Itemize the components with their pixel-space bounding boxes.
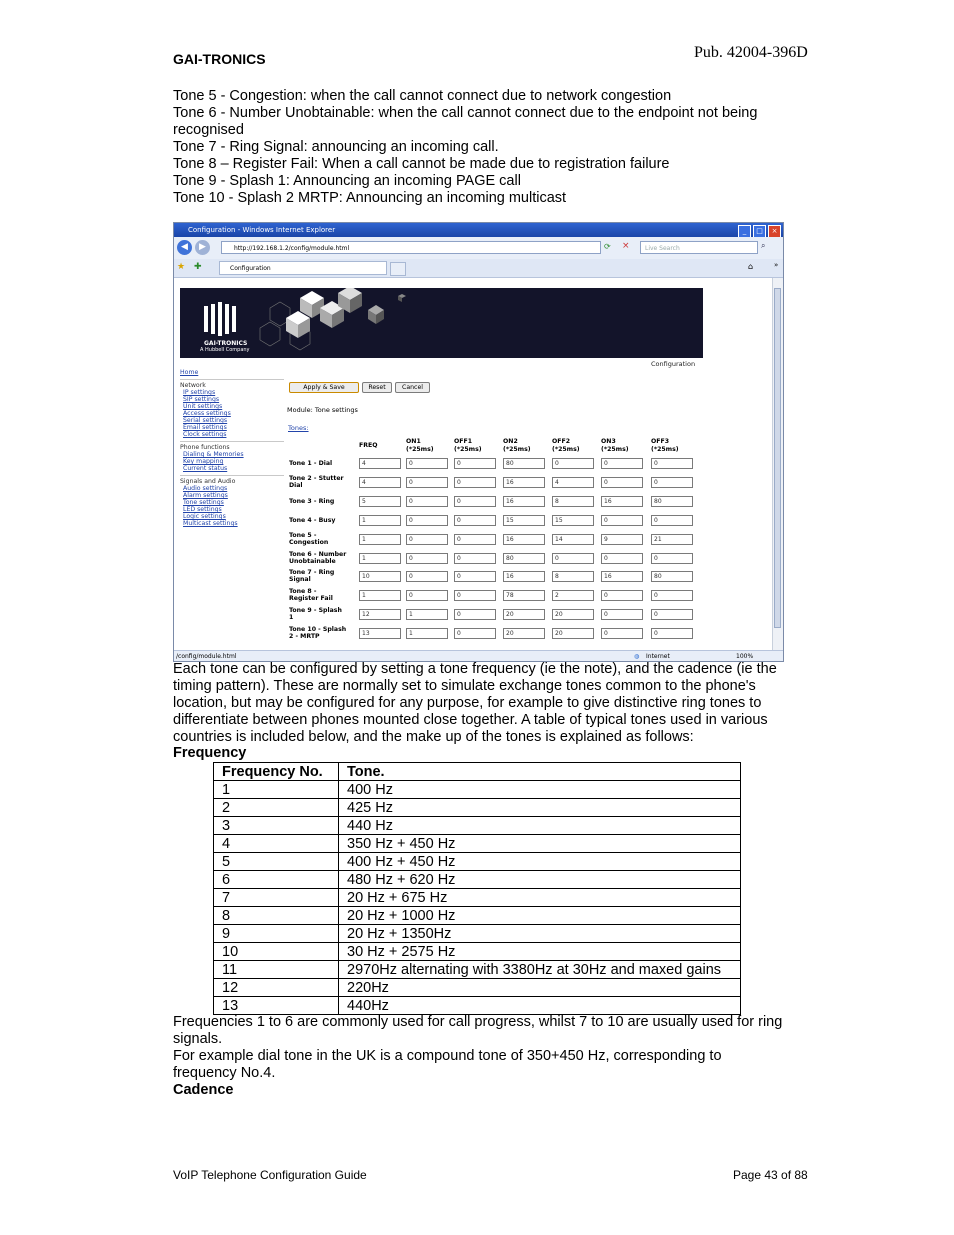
scrollbar-thumb[interactable] — [774, 288, 781, 628]
tone-description-line: Tone 10 - Splash 2 MRTP: Announcing an incoming multicast — [173, 190, 567, 206]
tone-value-input[interactable]: 0 — [454, 553, 496, 564]
maximize-icon[interactable]: □ — [753, 225, 766, 238]
tone-row-label — [289, 517, 357, 524]
cancel-button[interactable]: Cancel — [395, 382, 430, 393]
tone-value-input[interactable]: 78 — [503, 590, 545, 601]
tone-label-line: Register Fail — [289, 595, 333, 603]
frequency-number-cell: 8 — [214, 907, 339, 925]
tone-cell: 220Hz — [339, 979, 741, 997]
tone-value-input[interactable]: 0 — [454, 609, 496, 620]
tone-value-input[interactable]: 0 — [601, 590, 643, 601]
tone-value-input[interactable]: 16 — [601, 571, 643, 582]
cadence-heading: Cadence — [173, 1082, 234, 1098]
table-row — [214, 997, 741, 1015]
tone-label-line: Tone 4 - Busy — [289, 516, 336, 524]
frequency-notes — [173, 1014, 783, 1099]
address-input[interactable]: http://192.168.1.2/config/module.html — [221, 241, 601, 254]
add-favorite-icon[interactable]: ✚ — [194, 262, 202, 272]
tone-value-input[interactable]: 0 — [651, 515, 693, 526]
tone-row-label — [289, 532, 357, 546]
nav-phone-heading: Phone functions — [180, 444, 230, 451]
tone-value-input[interactable]: 0 — [601, 609, 643, 620]
frequency-number-cell: 6 — [214, 871, 339, 889]
nav-network-heading: Network — [180, 382, 206, 389]
logo-subtitle: A Hubbell Company — [200, 347, 250, 353]
minimize-icon[interactable]: _ — [738, 225, 751, 238]
vertical-scrollbar[interactable] — [772, 278, 783, 650]
tone-label-line: Unobtainable — [289, 557, 336, 565]
tone-cell: 400 Hz + 450 Hz — [339, 853, 741, 871]
tone-cell: 350 Hz + 450 Hz — [339, 835, 741, 853]
tone-value-input[interactable]: 20 — [503, 609, 545, 620]
tone-value-input[interactable]: 80 — [503, 553, 545, 564]
tone-value-input[interactable]: 0 — [454, 458, 496, 469]
frequency-number-cell: 1 — [214, 781, 339, 799]
column-name: ON3 — [601, 438, 616, 445]
tone-value-input[interactable]: 80 — [503, 458, 545, 469]
nav-key-mapping[interactable]: Key mapping — [183, 458, 224, 465]
tone-value-input[interactable]: 20 — [552, 609, 594, 620]
tone-cell: 30 Hz + 2575 Hz — [339, 943, 741, 961]
tone-row-label — [289, 588, 357, 602]
nav-ip-settings[interactable]: IP settings — [183, 389, 216, 396]
browser-title: Configuration - Windows Internet Explorer — [188, 226, 336, 234]
column-unit: (*25ms) — [651, 446, 679, 453]
tab-configuration[interactable]: Configuration — [219, 261, 387, 275]
tone-value-input[interactable]: 9 — [601, 534, 643, 545]
tone-description-line: Tone 8 – Register Fail: When a call cannot be made due to registration failure — [173, 156, 670, 172]
tone-value-input[interactable]: 8 — [552, 571, 594, 582]
tone-column-header — [406, 438, 434, 454]
frequency-note: Frequencies 1 to 6 are commonly used for call progress, whilst 7 to 10 are usually used for ring signals. — [173, 1014, 783, 1047]
chevron-more-icon[interactable]: » — [774, 261, 779, 269]
tone-label-line: Tone 2 - Stutter — [289, 474, 344, 482]
tone-value-input[interactable]: 0 — [406, 515, 448, 526]
frequency-number-cell: 11 — [214, 961, 339, 979]
frequency-number-cell: 12 — [214, 979, 339, 997]
table-row — [214, 907, 741, 925]
browser-titlebar — [174, 223, 783, 237]
table-row — [214, 799, 741, 817]
tone-label-line: Tone 1 - Dial — [289, 460, 333, 467]
new-tab-button[interactable] — [390, 262, 406, 276]
tone-label-line: Tone 5 - — [289, 531, 317, 539]
tone-label-line: Tone 6 - Number — [289, 550, 347, 558]
nav-led-settings[interactable]: LED settings — [183, 506, 222, 513]
tone-row-label — [289, 551, 357, 565]
forward-icon[interactable]: ▶ — [195, 240, 210, 255]
tone-value-input[interactable]: 0 — [406, 496, 448, 507]
cube-graphic-icon — [250, 288, 430, 358]
stop-icon[interactable]: × — [622, 241, 630, 251]
nav-multicast-settings[interactable]: Multicast settings — [183, 520, 238, 527]
tone-cell: 480 Hz + 620 Hz — [339, 871, 741, 889]
column-unit: (*25ms) — [552, 446, 580, 453]
tone-value-input[interactable]: 4 — [552, 477, 594, 488]
tone-cell: 440Hz — [339, 997, 741, 1015]
tone-value-input[interactable]: 20 — [552, 628, 594, 639]
frequency-number-cell: 3 — [214, 817, 339, 835]
back-icon[interactable]: ◀ — [177, 240, 192, 255]
tone-description-line: Tone 7 - Ring Signal: announcing an incoming call. — [173, 139, 499, 155]
tone-value-input[interactable]: 16 — [503, 571, 545, 582]
tone-value-input[interactable]: 16 — [503, 534, 545, 545]
tone-description-line: Tone 5 - Congestion: when the call cannot connect due to network congestion — [173, 88, 672, 104]
frequency-number-cell: 4 — [214, 835, 339, 853]
company-name: GAI-TRONICS — [173, 51, 266, 67]
frequency-number-cell: 9 — [214, 925, 339, 943]
tone-column-header — [601, 438, 629, 454]
tone-value-input[interactable]: 1 — [359, 590, 401, 601]
frequency-heading: Frequency — [173, 745, 247, 761]
tone-config-paragraph: Each tone can be configured by setting a tone frequency (ie the note), and the cadence (ie the timing pattern). These are normally set to simulate exchange tones common to the phone's location, but may be configured for any purpose, for example to give distinctive ring tones to differentiate between phones mounted close together. A table of typical tones used in various countries is included below, and the make up of the tones is explained as follows: — [173, 661, 777, 745]
favorites-star-icon[interactable]: ★ — [177, 262, 186, 272]
tone-value-input[interactable]: 0 — [406, 534, 448, 545]
gai-tronics-logo-icon — [198, 296, 243, 341]
globe-icon: ◍ — [634, 653, 640, 660]
column-name: OFF3 — [651, 438, 670, 445]
column-name: ON2 — [503, 438, 518, 445]
tone-column-header — [552, 438, 580, 454]
frequency-number-cell: 5 — [214, 853, 339, 871]
webpage-content — [174, 278, 772, 650]
tone-value-input[interactable]: 0 — [454, 590, 496, 601]
tone-value-input[interactable]: 0 — [406, 590, 448, 601]
tone-value-input[interactable]: 0 — [552, 458, 594, 469]
section-label: Configuration — [651, 360, 696, 368]
tone-label-line: Congestion — [289, 538, 329, 546]
table-row — [214, 853, 741, 871]
table-row — [214, 871, 741, 889]
search-input[interactable]: Live Search — [640, 241, 758, 254]
frequency-number-cell: 13 — [214, 997, 339, 1015]
tone-description-line: Tone 6 - Number Unobtainable: when the call cannot connect due to the endpoint not being — [173, 105, 758, 121]
table-row — [214, 925, 741, 943]
table-row — [214, 817, 741, 835]
tone-row-label — [289, 498, 357, 505]
zoom-level[interactable]: 100% — [736, 653, 754, 660]
tone-value-input[interactable]: 0 — [406, 458, 448, 469]
tone-value-input[interactable]: 0 — [454, 515, 496, 526]
column-name: OFF1 — [454, 438, 473, 445]
nav-serial-settings[interactable]: Serial settings — [183, 417, 228, 424]
column-header: Tone. — [339, 763, 741, 781]
status-zone: Internet — [646, 653, 670, 660]
nav-sip-settings[interactable]: SIP settings — [183, 396, 220, 403]
table-row — [214, 835, 741, 853]
tone-value-input[interactable]: 0 — [651, 477, 693, 488]
frequency-number-cell: 2 — [214, 799, 339, 817]
nav-home-link[interactable]: Home — [180, 369, 199, 376]
tone-value-input[interactable]: 0 — [552, 553, 594, 564]
nav-alarm-settings[interactable]: Alarm settings — [183, 492, 228, 499]
nav-email-settings[interactable]: Email settings — [183, 424, 227, 431]
frequency-number-cell: 7 — [214, 889, 339, 907]
reset-button[interactable]: Reset — [362, 382, 392, 393]
tone-cell: 20 Hz + 1350Hz — [339, 925, 741, 943]
tone-value-input[interactable]: 80 — [651, 571, 693, 582]
tone-value-input[interactable]: 1 — [406, 628, 448, 639]
tone-row-label — [289, 607, 357, 621]
nav-dialing-memories[interactable]: Dialing & Memories — [183, 451, 244, 458]
tone-column-header — [651, 438, 679, 454]
tone-value-input[interactable]: 16 — [601, 496, 643, 507]
tone-label-line: Tone 10 - Splash — [289, 626, 347, 634]
tone-value-input[interactable]: 1 — [406, 609, 448, 620]
nav-tone-settings[interactable]: Tone settings — [183, 499, 224, 506]
tone-cell: 440 Hz — [339, 817, 741, 835]
tone-label-line: Tone 7 - Ring — [289, 569, 335, 577]
column-unit: (*25ms) — [601, 446, 629, 453]
tone-value-input[interactable]: 10 — [359, 571, 401, 582]
tone-cell: 2970Hz alternating with 3380Hz at 30Hz and maxed gains — [339, 961, 741, 979]
tone-value-input[interactable]: 0 — [651, 458, 693, 469]
tone-description-line: Tone 9 - Splash 1: Announcing an incoming PAGE call — [173, 173, 521, 189]
tone-value-input[interactable]: 0 — [651, 590, 693, 601]
publication-number: Pub. 42004-396D — [694, 44, 808, 61]
tone-label-line: Signal — [289, 576, 311, 584]
tone-row-label — [289, 626, 357, 640]
tone-value-input[interactable]: 0 — [601, 515, 643, 526]
refresh-icon[interactable]: ⟳ — [604, 242, 611, 251]
settings-navigation — [180, 369, 284, 527]
tone-value-input[interactable]: 13 — [359, 628, 401, 639]
tone-column-header — [503, 438, 531, 454]
tone-value-input[interactable]: 0 — [406, 553, 448, 564]
tones-link[interactable]: Tones: — [288, 424, 309, 432]
tone-row-label — [289, 475, 357, 489]
tone-row-label — [289, 569, 357, 583]
logo-name: GAI-TRONICS — [204, 340, 248, 347]
tone-value-input[interactable]: 0 — [454, 496, 496, 507]
table-row — [214, 889, 741, 907]
tone-value-input[interactable]: 15 — [503, 515, 545, 526]
nav-audio-settings[interactable]: Audio settings — [183, 485, 228, 492]
tone-value-input[interactable]: 1 — [359, 553, 401, 564]
table-header-row — [214, 763, 741, 781]
gai-tronics-banner — [180, 288, 703, 358]
table-row — [214, 979, 741, 997]
tone-cell: 400 Hz — [339, 781, 741, 799]
tone-label-line: 1 — [289, 614, 294, 622]
tone-value-input[interactable]: 20 — [503, 628, 545, 639]
tone-column-header — [359, 438, 377, 450]
frequency-note: For example dial tone in the UK is a compound tone of 350+450 Hz, corresponding to frequency No.4. — [173, 1048, 722, 1081]
column-unit: (*25ms) — [454, 446, 482, 453]
tab-bar — [174, 259, 783, 278]
tone-value-input[interactable]: 0 — [601, 553, 643, 564]
tone-cell: 20 Hz + 675 Hz — [339, 889, 741, 907]
nav-access-settings[interactable]: Access settings — [183, 410, 231, 417]
tone-row-label — [289, 460, 357, 467]
tone-cell: 20 Hz + 1000 Hz — [339, 907, 741, 925]
search-icon[interactable]: ⌕ — [761, 241, 766, 250]
module-title: Module: Tone settings — [287, 406, 358, 414]
tone-value-input[interactable]: 14 — [552, 534, 594, 545]
column-name: ON1 — [406, 438, 421, 445]
tone-value-input[interactable]: 1 — [359, 534, 401, 545]
tone-value-input[interactable]: 0 — [454, 571, 496, 582]
status-url: /config/module.html — [176, 653, 237, 660]
tone-value-input[interactable]: 80 — [651, 496, 693, 507]
table-row — [214, 943, 741, 961]
apply-save-button[interactable]: Apply & Save — [289, 382, 359, 393]
tone-label-line: Tone 3 - Ring — [289, 497, 335, 505]
tone-label-line: 2 - MRTP — [289, 633, 320, 641]
tone-description-line: recognised — [173, 122, 244, 138]
tone-value-input[interactable]: 12 — [359, 609, 401, 620]
tone-value-input[interactable]: 16 — [503, 496, 545, 507]
table-row — [214, 781, 741, 799]
tone-label-line: Tone 8 - — [289, 588, 317, 596]
tone-value-input[interactable]: 2 — [552, 590, 594, 601]
nav-current-status[interactable]: Current status — [183, 465, 228, 472]
nav-clock-settings[interactable]: Clock settings — [183, 431, 227, 438]
tone-label-line: Dial — [289, 481, 303, 489]
tone-value-input[interactable]: 0 — [454, 628, 496, 639]
column-unit: (*25ms) — [503, 446, 531, 453]
address-toolbar — [174, 237, 783, 260]
tone-label-line: Tone 9 - Splash — [289, 607, 342, 615]
tone-value-input[interactable]: 0 — [406, 571, 448, 582]
tone-value-input[interactable]: 4 — [359, 477, 401, 488]
tone-value-input[interactable]: 5 — [359, 496, 401, 507]
tone-value-input[interactable]: 8 — [552, 496, 594, 507]
tone-value-input[interactable]: 0 — [651, 628, 693, 639]
tone-value-input[interactable]: 0 — [454, 534, 496, 545]
tone-value-input[interactable]: 0 — [601, 458, 643, 469]
tone-value-input[interactable]: 0 — [651, 609, 693, 620]
footer-title: VoIP Telephone Configuration Guide — [173, 1168, 367, 1182]
column-name: FREQ — [359, 442, 378, 449]
column-name: OFF2 — [552, 438, 571, 445]
tone-value-input[interactable]: 1 — [359, 515, 401, 526]
tone-value-input[interactable]: 0 — [601, 628, 643, 639]
tone-descriptions — [173, 88, 793, 207]
frequency-number-cell: 10 — [214, 943, 339, 961]
tone-value-input[interactable]: 0 — [601, 477, 643, 488]
tone-value-input[interactable]: 4 — [359, 458, 401, 469]
tone-value-input[interactable]: 0 — [454, 477, 496, 488]
frequency-table — [213, 762, 741, 1015]
tone-column-header — [454, 438, 482, 454]
nav-unit-settings[interactable]: Unit settings — [183, 403, 223, 410]
close-icon[interactable]: × — [768, 225, 781, 238]
browser-screenshot — [173, 222, 784, 662]
home-icon[interactable]: ⌂ — [748, 262, 754, 271]
column-unit: (*25ms) — [406, 446, 434, 453]
tone-value-input[interactable]: 21 — [651, 534, 693, 545]
tone-cell: 425 Hz — [339, 799, 741, 817]
tone-value-input[interactable]: 0 — [406, 477, 448, 488]
column-header: Frequency No. — [214, 763, 339, 781]
table-row — [214, 961, 741, 979]
tone-value-input[interactable]: 0 — [651, 553, 693, 564]
tone-value-input[interactable]: 16 — [503, 477, 545, 488]
nav-signals-heading: Signals and Audio — [180, 478, 236, 485]
tone-value-input[interactable]: 15 — [552, 515, 594, 526]
page-number: Page 43 of 88 — [733, 1168, 808, 1182]
nav-logic-settings[interactable]: Logic settings — [183, 513, 226, 520]
